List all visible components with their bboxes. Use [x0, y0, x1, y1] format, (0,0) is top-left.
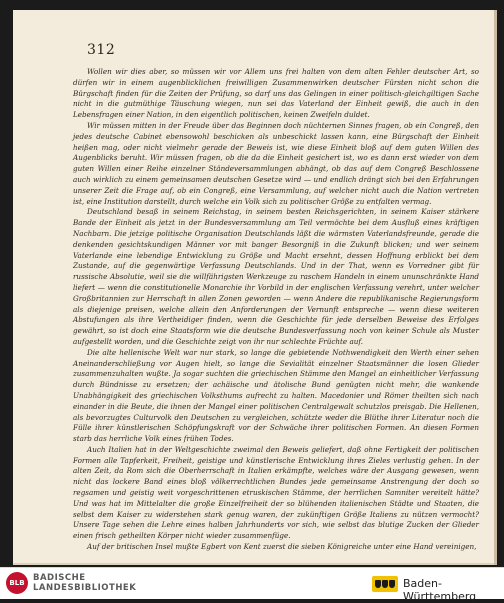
paragraph: Wollen wir dies aber, so müssen wir vor Allem uns frei halten von dem alten Fehler deutscher Art, so dürfen wir in einem augenblicklichen freiwilligen Zusammenwirken deutscher Fürsten nicht schon die Bürgschaft finden für die Zeiten der Prüfung, so darf uns das Gelingen in einer politisch-gleichgiltigen Sache nicht in die gutmüthige Täuschung wiegen, nun sei das Vaterland der Einheit gewiß, die auch in den Lebensfragen einer Nation, in den eigentlich politischen, keinen Zweifeln duldet.: [73, 67, 479, 120]
library-name-line2: LANDESBIBLIOTHEK: [33, 583, 137, 593]
paragraph: Die alte hellenische Welt war nur stark, so lange die gebietende Nothwendigkeit den Werth einer sehen Aneinanderschließung vor Augen hielt, so lange die Sevialität einzelner Staatsmänner die losen Glieder zusammenzuhalten wußte. Ja sogar suchten die griechischen Stämme den Mangel an einheitlicher Verfassung durch Bündnisse zu ersetzen; der achäische und ätolische Bund genügten nicht mehr, die wankende Unabhängigkeit des griechischen Volksthums aufrecht zu halten. Macedonier und Römer theilten sich nach einander in die Beute, die ihnen der Mangel einer politischen Centralgewalt schutzlos preisgab. Die Hellenen, als bevorzugtes Culturvolk den Deutschen zu vergleichen, schützte weder die Blüthe ihrer Literatur noch die Fülle ihrer künstlerischen Schöpfungskraft vor der Schwäche ihrer politischen Formen. An diesen Formen starb das herrliche Volk eines frühen Todes.: [73, 347, 479, 444]
library-name-line1: BADISCHE: [33, 573, 86, 583]
paragraph: Deutschland besaß in seinem Reichstag, in seinem besten Reichsgerichten, in seinem Kaiser stärkere Bande der Einheit als jetzt in der Bundesversammlung am Teil vermöchte bei dem Ausfluß eines kräftigen Nachbarn. Die jetzige politische Organisation Deutschlands läßt die wärmsten Vaterlandsfreunde, gerade die denkenden gesichtskundigen Männer vor mit banger Besorgniß in die Zukunft blicken; und wer seinem Vaterlande eine lebendige Entwicklung zu Größe und Macht ersehnt, dessen Hoffnung erblickt bei dem Zustande, auf die gegenwärtige Verfassung Deutschlands. Und in der That, wenn es Vorredner gibt für russische Absolutie, weil sie die willfährigsten Werkzeuge zu raschem Handeln in einem ununschränkte Hand liefert — wenn die constitutionelle Monarchie ihr Vorbild in der englischen Verfassung verehrt, unter welcher Großbritannien zur Herrschaft in allen Zonen geworden — wenn Andere die republikanische Regierungsform als diejenige preisen, welche allein den Anforderungen der Vernunft entspreche — wenn diese weiteren Abstufungen als ihre Vertheidiger finden, wenn die Geschichte für jede derselben Beweise des Erfolges gewährt, so ist doch eine Staatsform wie die deutsche Bundesverfassung noch von keiner Schule als Muster aufgestellt worden, und die Geschichte zeigt von ihr nur schlechte Früchte auf.: [73, 207, 479, 346]
library-name[interactable]: [33, 573, 136, 593]
footer-bar: [0, 567, 504, 603]
scanned-page: [13, 10, 497, 565]
paragraph: Auf der britischen Insel mußte Egbert von Kent zuerst die sieben Königreiche unter eine Hand vereinigen,: [87, 542, 477, 552]
baden-wuerttemberg-crest-icon: [372, 576, 398, 592]
paragraph: Wir müssen mitten in der Freude über das Beginnen doch nüchternen Sinnes fragen, ob ein Congreß, den jedes deutsche Cabinet ebensowohl beschicken als unbeschickt lassen kann, eine Bürgschaft der Einheit heißen mag, oder nicht vielmehr gerade der Beweis ist, wie diese Einheit bloß auf dem guten Willen des Augenblicks beruht. Wir müssen fragen, ob die da die Einheit gesichert ist, wo es dann erst wieder von dem guten Willen einer Reihe einzelner Ständeversammlungen abhängt, ob das auf dem Congreß Beschlossene auch wirklich zu einem gemeinsamen deutschen Gesetze wird — und endlich drängt sich bei den Erfahrungen unserer Zeit die Frage auf, ob ein Congreß, eine Versammlung, auf welcher nicht auch die Nation vertreten ist, eine Institution darstellt, durch welche ein Volk sich zu politischer Größe zu entfalten vermag.: [73, 120, 479, 206]
page-number: 312: [87, 42, 116, 58]
paragraph: Auch Italien hat in der Weltgeschichte zweimal den Beweis geliefert, daß ohne Fertigkeit der politischen Formen alle Tapferkeit, Freiheit, geistige und künstlerische Entwicklung ihres Zieles verlustig gehen. In der alten Zeit, da Rom sich die Oberherrschaft in Italien erkämpfte, welches wäre der Ausgang gewesen, wenn nicht das lockere Band eines bloß völkerrechtlichen Bundes jede gemeinsame Anstrengung der doch so regsamen und geistig weit vorgeschrittenen etruskischen Stämme, der herrlichen Samniter vereitelt hätte? Und was hat im Mittelalter die große Einzelfreiheit der so blühenden italienischen Städte und Staaten, die selbst dem Kaiser zu widerstehen stark genug waren, der zukünftigen Größe Italiens zu nützen vermocht? Unsere Tage sehen die Lehre eines halben Jahrhunderts vor sich, wie selbst das blutige Zucken der Glieder einen frisch getheilten Körper nicht wieder zusammenfüge.: [73, 444, 479, 541]
state-name[interactable]: Baden-Württemberg: [403, 577, 477, 603]
page-edge: [494, 10, 497, 565]
blb-logo-icon[interactable]: BLB: [6, 572, 28, 594]
page-text: [73, 67, 479, 553]
